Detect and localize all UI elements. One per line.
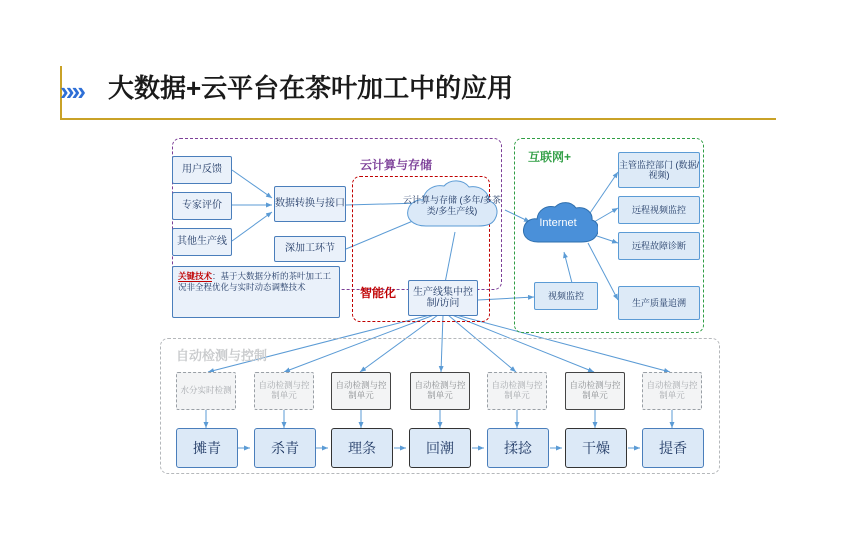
region-label-auto-detection: 自动检测与控制 — [176, 348, 268, 363]
auto-unit-1[interactable]: 水分实时检测 — [176, 372, 236, 410]
stage-shaqing[interactable]: 杀青 — [254, 428, 316, 468]
stage-tixiang[interactable]: 提香 — [642, 428, 704, 468]
key-technology-note — [172, 266, 340, 318]
auto-unit-6[interactable]: 自动检测与控制单元 — [565, 372, 625, 410]
node-production-line-central-control[interactable]: 生产线集中控制/访问 — [408, 280, 478, 316]
title-text: 大数据+云平台在茶叶加工中的应用 — [108, 73, 514, 103]
node-deep-processing[interactable]: 深加工环节 — [274, 236, 346, 262]
stage-huichao[interactable]: 回潮 — [409, 428, 471, 468]
node-remote-video-monitoring[interactable]: 远程视频监控 — [618, 196, 700, 224]
stage-tanqing[interactable]: 摊青 — [176, 428, 238, 468]
node-remote-fault-diagnosis[interactable]: 远程故障诊断 — [618, 232, 700, 260]
input-expert-evaluation[interactable]: 专家评价 — [172, 192, 232, 220]
key-technology-text: ：基于大数据分析的茶叶加工工况非全程优化与实时动态调整技术 — [178, 271, 332, 293]
stage-ganzao[interactable]: 干燥 — [565, 428, 627, 468]
region-label-cloud-computing: 云计算与存储 — [360, 158, 433, 172]
cloud-computing-storage-node[interactable]: 云计算与存储 (多年/多茶类/多生产线) — [400, 178, 504, 234]
auto-unit-5[interactable]: 自动检测与控制单元 — [487, 372, 547, 410]
input-user-feedback[interactable]: 用户反馈 — [172, 156, 232, 184]
title-underline — [60, 118, 776, 120]
auto-unit-4[interactable]: 自动检测与控制单元 — [410, 372, 470, 410]
chevron-double-right-icon: »» — [60, 76, 83, 106]
node-video-monitor[interactable]: 视频监控 — [534, 282, 598, 310]
internet-cloud-node[interactable]: Internet — [518, 200, 598, 248]
stage-rounian[interactable]: 揉捻 — [487, 428, 549, 468]
stage-litiao[interactable]: 理条 — [331, 428, 393, 468]
region-label-intelligent: 智能化 — [360, 286, 397, 300]
key-technology-tag: 关键技术 — [178, 271, 213, 281]
page-title — [60, 68, 760, 112]
auto-unit-3[interactable]: 自动检测与控制单元 — [331, 372, 391, 410]
region-label-internet-plus: 互联网+ — [528, 150, 572, 164]
input-other-production-line[interactable]: 其他生产线 — [172, 228, 232, 256]
node-supervision-department[interactable]: 主管监控部门 (数据/视频) — [618, 152, 700, 188]
auto-unit-2[interactable]: 自动检测与控制单元 — [254, 372, 314, 410]
node-data-conversion-interface[interactable]: 数据转换与接口 — [274, 186, 346, 222]
auto-unit-7[interactable]: 自动检测与控制单元 — [642, 372, 702, 410]
node-production-quality-tracing[interactable]: 生产质量追溯 — [618, 286, 700, 320]
